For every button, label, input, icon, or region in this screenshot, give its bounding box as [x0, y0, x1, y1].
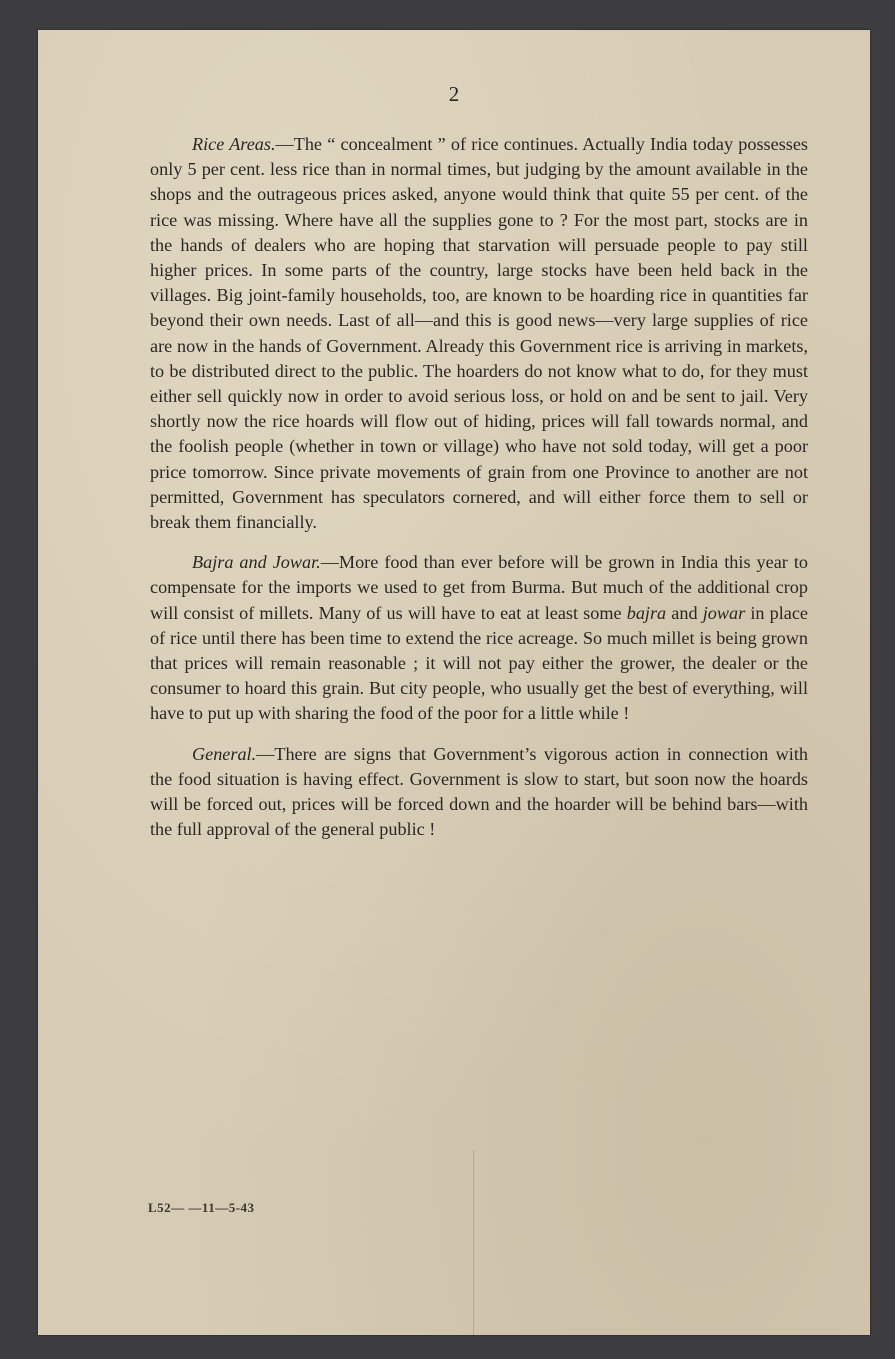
document-page — [38, 30, 870, 1335]
page-number: 2 — [448, 82, 460, 106]
section-body-rice-areas: —The “ concealment ” of rice continues. Actually India today possesses only 5 per cent. less rice than in normal times, but judging by the amount available in the shops and the outrageous prices asked, anyone would think that quite 55 per cent. of the rice was missing. Where have all the supplies gone to ? For the most part, stocks are in the hands of dealers who are hoping that starvation will persuade people to pay still higher prices. In some parts of the country, large stocks have been held back in the villages. Big joint-family households, too, are known to be hoarding rice in quantities far beyond their own needs. Last of all—and this is good news—very large supplies of rice are now in the hands of Government. Already this Government rice is arriving in markets, to be distributed direct to the public. The hoarders do not know what to do, for they must either sell quickly now in order to avoid serious loss, or hold on and be sent to jail. Very shortly now the rice hoards will flow out of hiding, prices will fall towards normal, and the foolish people (whether in town or village) who have not sold today, will get a poor price tomorrow. Since private movements of grain from one Province to another are not permitted, Government has speculators cornered, and will either force them to sell or break them financially. — [150, 134, 808, 533]
section-heading-rice-areas: Rice Areas. — [192, 134, 276, 154]
paragraph-bajra-jowar — [150, 550, 808, 726]
section-body-general: —There are signs that Government’s vigorous action in connection with the food situation is having effect. Government is slow to start, but soon now the hoards will be forced out, prices will be forced down and the hoarder will be behind bars—with the full approval of the general public ! — [150, 743, 808, 840]
section-heading-general: General. — [192, 743, 257, 764]
section-heading-bajra-jowar: Bajra and Jowar. — [192, 552, 321, 573]
paragraph-rice-areas — [150, 132, 808, 535]
document-body — [150, 132, 808, 857]
paragraph-general — [150, 742, 808, 843]
section-body-bajra-jowar-3: in place of rice until there has been time to extend the rice acreage. So much millet is being grown that prices will remain reasonable ; it will not pay either the grower, the dealer or the consumer to hoard this grain. But city people, who usually get the best of everything, will have to put up with sharing the food of the poor for a little while ! — [150, 602, 809, 724]
section-body-bajra-jowar-2: and — [666, 602, 703, 623]
section-body-bajra-jowar-1: —More food than ever before will be grown in India this year to compensate for the imports we used to get from Burma. But much of the additional crop will consist of millets. Many of us will have to eat at least some — [150, 552, 808, 623]
term-jowar: jowar — [702, 602, 746, 623]
term-bajra: bajra — [626, 602, 667, 623]
paper-fold-line — [473, 1150, 474, 1335]
print-code: L52— —11—5-43 — [148, 1200, 255, 1215]
